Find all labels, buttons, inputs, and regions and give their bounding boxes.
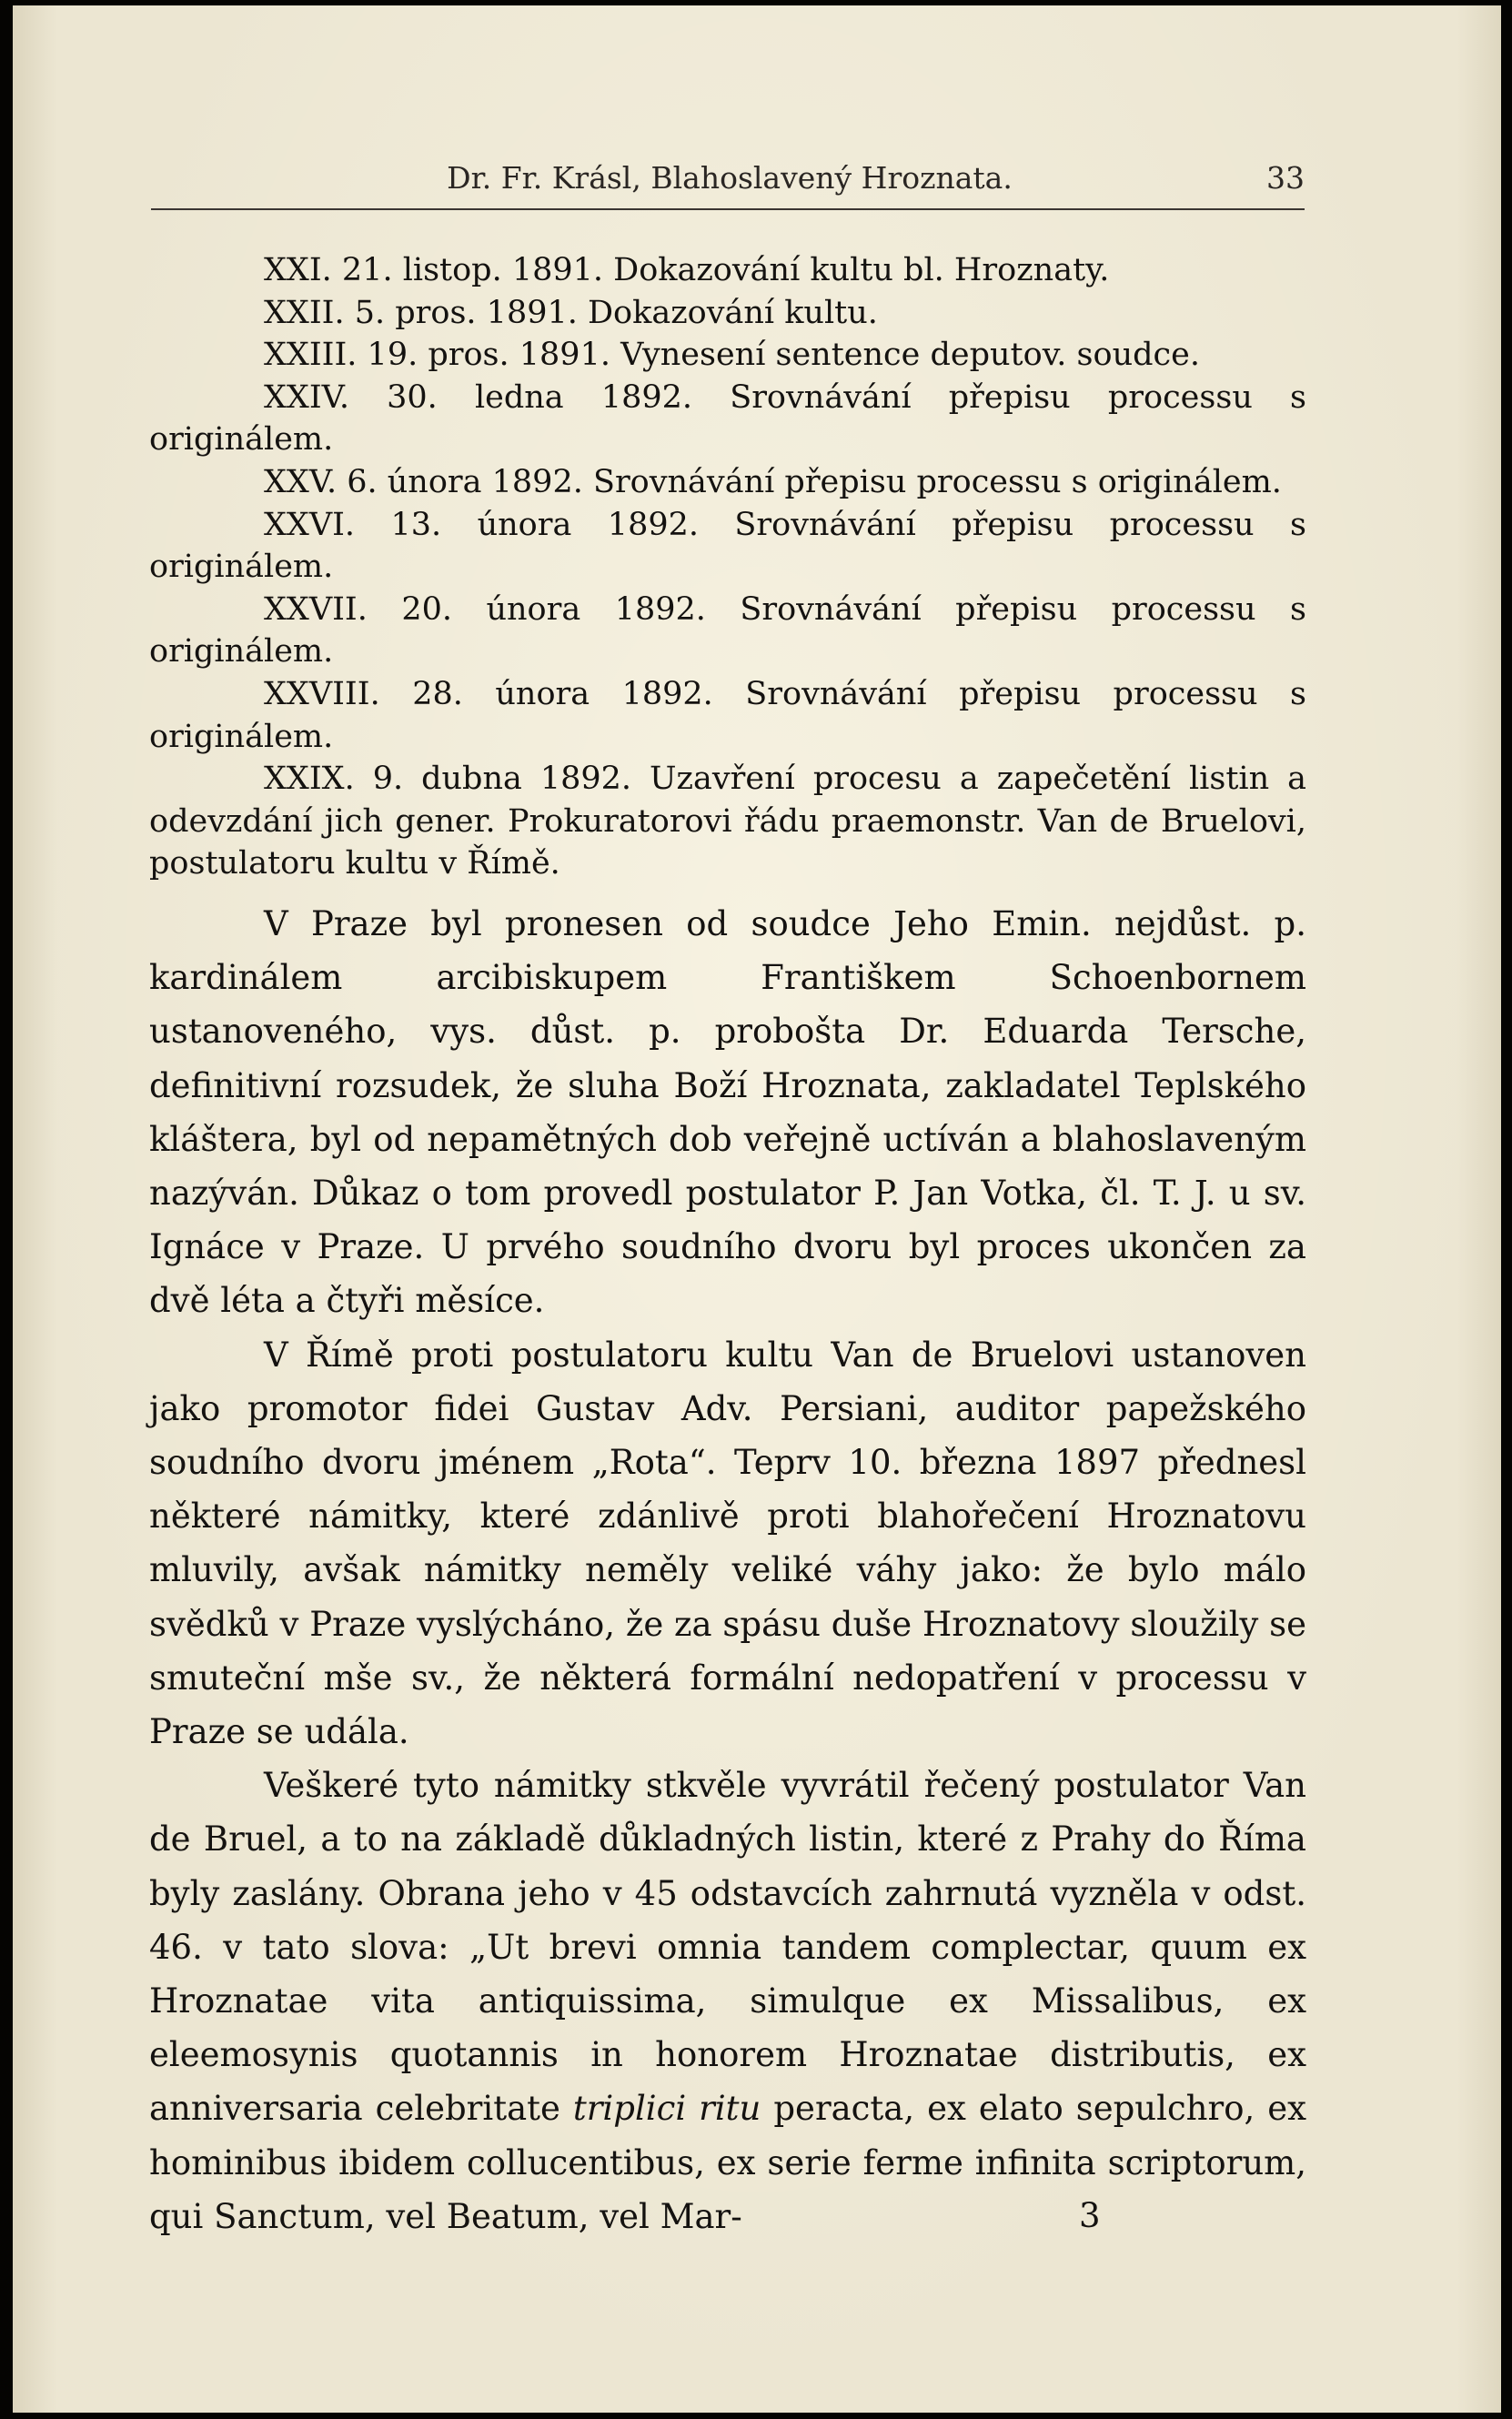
page-number: 33 [1266,160,1305,196]
prose [149,897,1306,2243]
paragraph-text: peracta, ex elato sepulchro, ex hominibus ibidem collucentibus, ex serie ferme infinita scriptorum, qui Sanctum, vel Beatum, vel Mar- [149,2089,1306,2236]
list-item: XXIII. 19. pros. 1891. Vynesení sentence deputov. soudce. [264,337,1200,374]
list-item: XXIV. 30. ledna 1892. Srovnávání přepisu processu s originálem. [149,378,1306,459]
paragraph: V Praze byl pronesen od soudce Jeho Emin. nejdůst. p. kardinálem arcibiskupem Františkem Schoenbornem ustanoveného, vys. důst. p. probošta Dr. Eduarda Tersche, definitivní rozsudek, že sluha Boží Hroznata, zakladatel Teplského kláštera, byl od nepamětných dob veřejně uctíván a blahoslaveným nazýván. Důkaz o tom provedl postulator P. Jan Votka, čl. T. J. u sv. Ignáce v Praze. U prvého soudního dvoru byl proces ukončen za dvě léta a čtyři měsíce. [149,903,1306,1321]
list-item: XXVII. 20. února 1892. Srovnávání přepisu processu s originálem. [149,590,1306,670]
italic-phrase: triplici ritu [572,2089,761,2129]
list-item: XXIX. 9. dubna 1892. Uzavření procesu a zapečetění listin a odevzdání jich gener. Prokuratorovi řádu praemonstr. Van de Bruelovi, postulatoru kultu v Římě. [149,761,1306,882]
paragraph-text: Veškeré tyto námitky stkvěle vyvrátil řečený postulator Van de Bruel, a to na základě důkladných listin, které z Prahy do Říma byly zaslány. Obrana jeho v 45 odstavcích zahrnutá vyzněla v odst. 46. v tato slova: „Ut brevi omnia tandem complectar, quum ex Hroznatae vita antiquissima, simulque ex Missalibus, ex eleemosynis quotannis in honorem Hroznatae distributis, ex anniversaria celebritate [149,1766,1306,2129]
session-list [149,249,1306,885]
list-item: XXVI. 13. února 1892. Srovnávání přepisu processu s originálem. [149,506,1306,586]
paragraph: V Římě proti postulatoru kultu Van de Bruelovi ustanoven jako promotor fidei Gustav Adv. Persiani, auditor papežského soudního dvoru jménem „Rota“. Teprv 10. března 1897 přednesl některé námitky, které zdánlivě proti blahořečení Hroznatovu mluvily, avšak námitky neměly veliké váhy jako: že bylo málo svědků v Praze vyslýcháno, že za spásu duše Hroznatovy sloužily se smuteční mše sv., že některá formální nedopatření v processu v Praze se udála. [149,1335,1306,1751]
body-text [149,249,1306,2243]
running-header [155,160,1305,202]
book-page [13,5,1501,2413]
list-item: XXII. 5. pros. 1891. Dokazování kultu. [264,294,878,331]
list-item: XXV. 6. února 1892. Srovnávání přepisu processu s originálem. [264,463,1282,500]
signature-mark: 3 [1079,2196,1101,2235]
header-rule [151,208,1305,210]
list-item: XXI. 21. listop. 1891. Dokazování kultu bl. Hroznaty. [264,252,1110,288]
list-item: XXVIII. 28. února 1892. Srovnávání přepisu processu s originálem. [149,675,1306,755]
running-title: Dr. Fr. Krásl, Blahoslavený Hroznata. [447,160,1013,196]
paragraph [149,1759,1306,2243]
